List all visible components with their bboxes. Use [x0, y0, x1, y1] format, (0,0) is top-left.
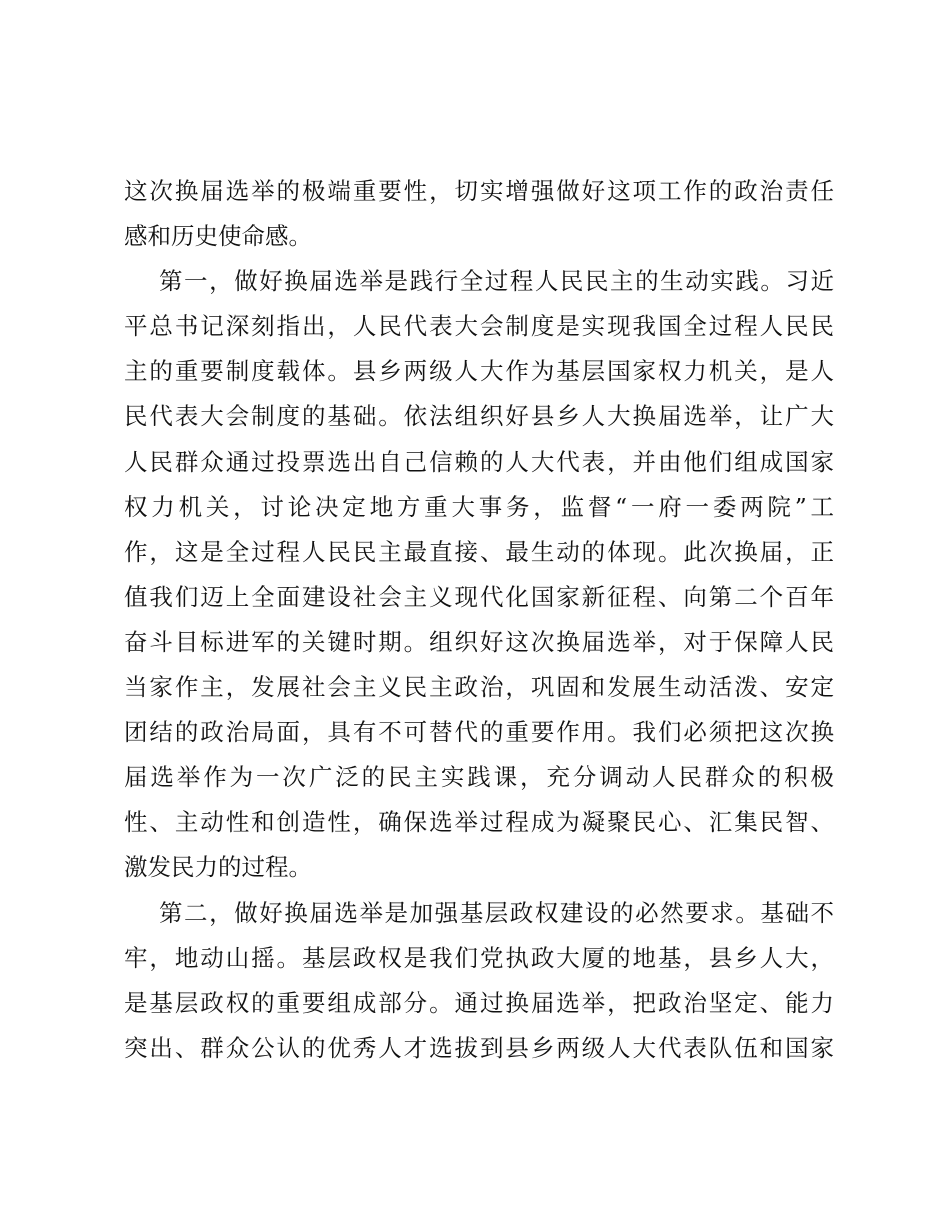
text-line: 突出、群众公认的优秀人才选拔到县乡两级人大代表队伍和国家 [124, 1033, 834, 1062]
paragraph-first-line: 第二，做好换届选举是加强基层政权建设的必然要求。基础不 [159, 898, 834, 927]
text-line: 团结的政治局面，具有不可替代的重要作用。我们必须把这次换 [124, 718, 834, 747]
text-line: 激发民力的过程。 [124, 853, 312, 882]
text-line: 民代表大会制度的基础。依法组织好县乡人大换届选举，让广大 [124, 402, 834, 431]
text-line: 牢，地动山摇。基层政权是我们党执政大厦的地基，县乡人大， [124, 943, 834, 972]
text-line: 作，这是全过程人民民主最直接、最生动的体现。此次换届，正 [124, 537, 834, 566]
text-line: 性、主动性和创造性，确保选举过程成为凝聚民心、汇集民智、 [124, 808, 834, 837]
text-line: 人民群众通过投票选出自己信赖的人大代表，并由他们组成国家 [124, 447, 834, 476]
text-line: 平总书记深刻指出，人民代表大会制度是实现我国全过程人民民 [124, 312, 834, 341]
text-line: 权力机关，讨论决定地方重大事务，监督“一府一委两院”工 [124, 492, 834, 521]
text-line: 主的重要制度载体。县乡两级人大作为基层国家权力机关，是人 [124, 357, 834, 386]
text-line: 届选举作为一次广泛的民主实践课，充分调动人民群众的积极 [124, 763, 834, 792]
text-line: 这次换届选举的极端重要性，切实增强做好这项工作的政治责任 [124, 177, 834, 205]
text-line: 奋斗目标进军的关键时期。组织好这次换届选举，对于保障人民 [124, 627, 834, 656]
text-line: 感和历史使命感。 [124, 222, 312, 251]
body-text [124, 169, 834, 1071]
text-line: 当家作主，发展社会主义民主政治，巩固和发展生动活泼、安定 [124, 673, 834, 702]
text-line: 值我们迈上全面建设社会主义现代化国家新征程、向第二个百年 [124, 582, 834, 611]
text-line: 是基层政权的重要组成部分。通过换届选举，把政治坚定、能力 [124, 988, 834, 1017]
paragraph-first-line: 第一，做好换届选举是践行全过程人民民主的生动实践。习近 [159, 267, 834, 296]
